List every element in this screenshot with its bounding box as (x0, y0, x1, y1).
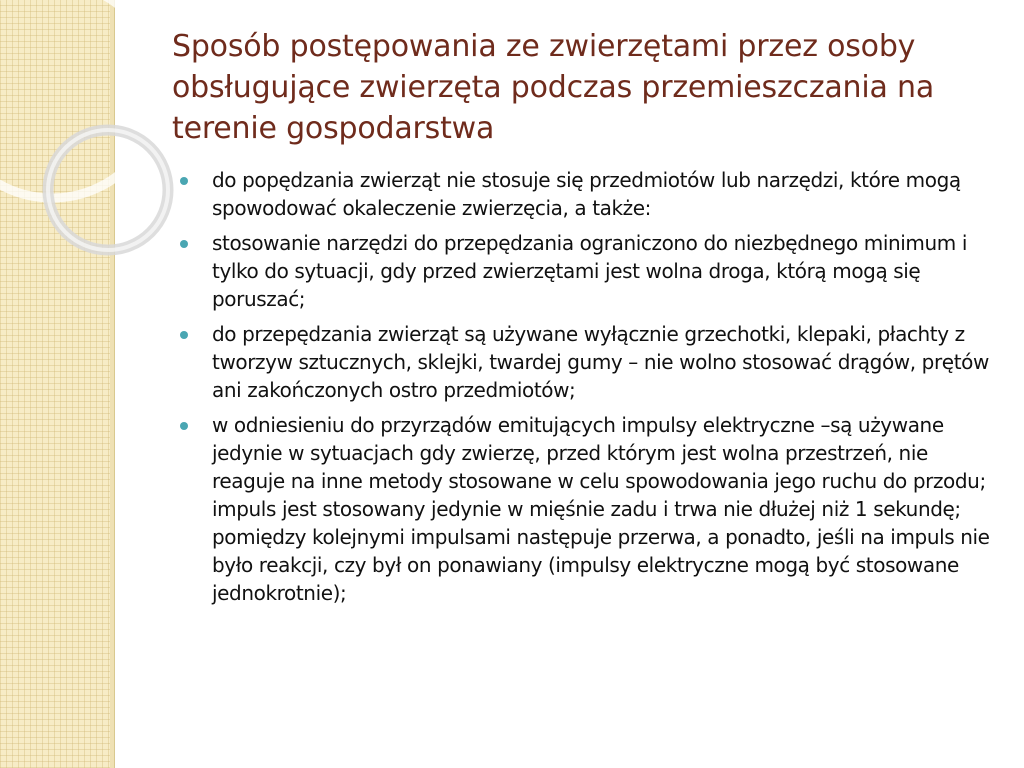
bullet-item (180, 229, 1000, 313)
bullet-text: do popędzania zwierząt nie stosuje się przedmiotów lub narzędzi, które mogą spowodować okaleczenie zwierzęcia, a także: (212, 168, 961, 220)
bullet-item (180, 411, 1000, 607)
slide-title: Sposób postępowania ze zwierzętami przez osoby obsługujące zwierzęta podczas przemieszczania na terenie gospodarstwa (172, 29, 935, 146)
bullet-dot-icon (180, 240, 188, 248)
bullet-item (180, 166, 1000, 222)
decorative-ring-small-highlight (48, 130, 168, 250)
bullet-text: stosowanie narzędzi do przepędzania ograniczono do niezbędnego minimum i tylko do sytuacji, gdy przed zwierzętami jest wolna droga, którą mogą się poruszać; (212, 231, 967, 311)
bullet-text: w odniesieniu do przyrządów emitujących impulsy elektryczne –są używane jedynie w sytuacjach gdy zwierzę, przed którym jest wolna przestrzeń, nie reaguje na inne metody stosowane w celu spowodowania jego ruchu do przodu; impuls jest stosowany jedynie w mięśnie zadu i trwa nie dłużej niż 1 sekundę; pomiędzy kolejnymi impulsami następuje przerwa, a ponadto, jeśli na impuls nie było reakcji, czy był on ponawiany (impulsy elektryczne mogą być stosowane jednokrotnie); (212, 413, 990, 605)
bullet-dot-icon (180, 331, 188, 339)
bullet-item (180, 320, 1000, 404)
bullet-dot-icon (180, 177, 188, 185)
decorative-ring-large (0, 0, 160, 198)
bullet-dot-icon (180, 422, 188, 430)
bullet-list (180, 166, 1000, 614)
bullet-text: do przepędzania zwierząt są używane wyłącznie grzechotki, klepaki, płachty z tworzyw sztucznych, sklejki, twardej gumy – nie wolno stosować drągów, prętów ani zakończonych ostro przedmiotów; (212, 322, 989, 402)
